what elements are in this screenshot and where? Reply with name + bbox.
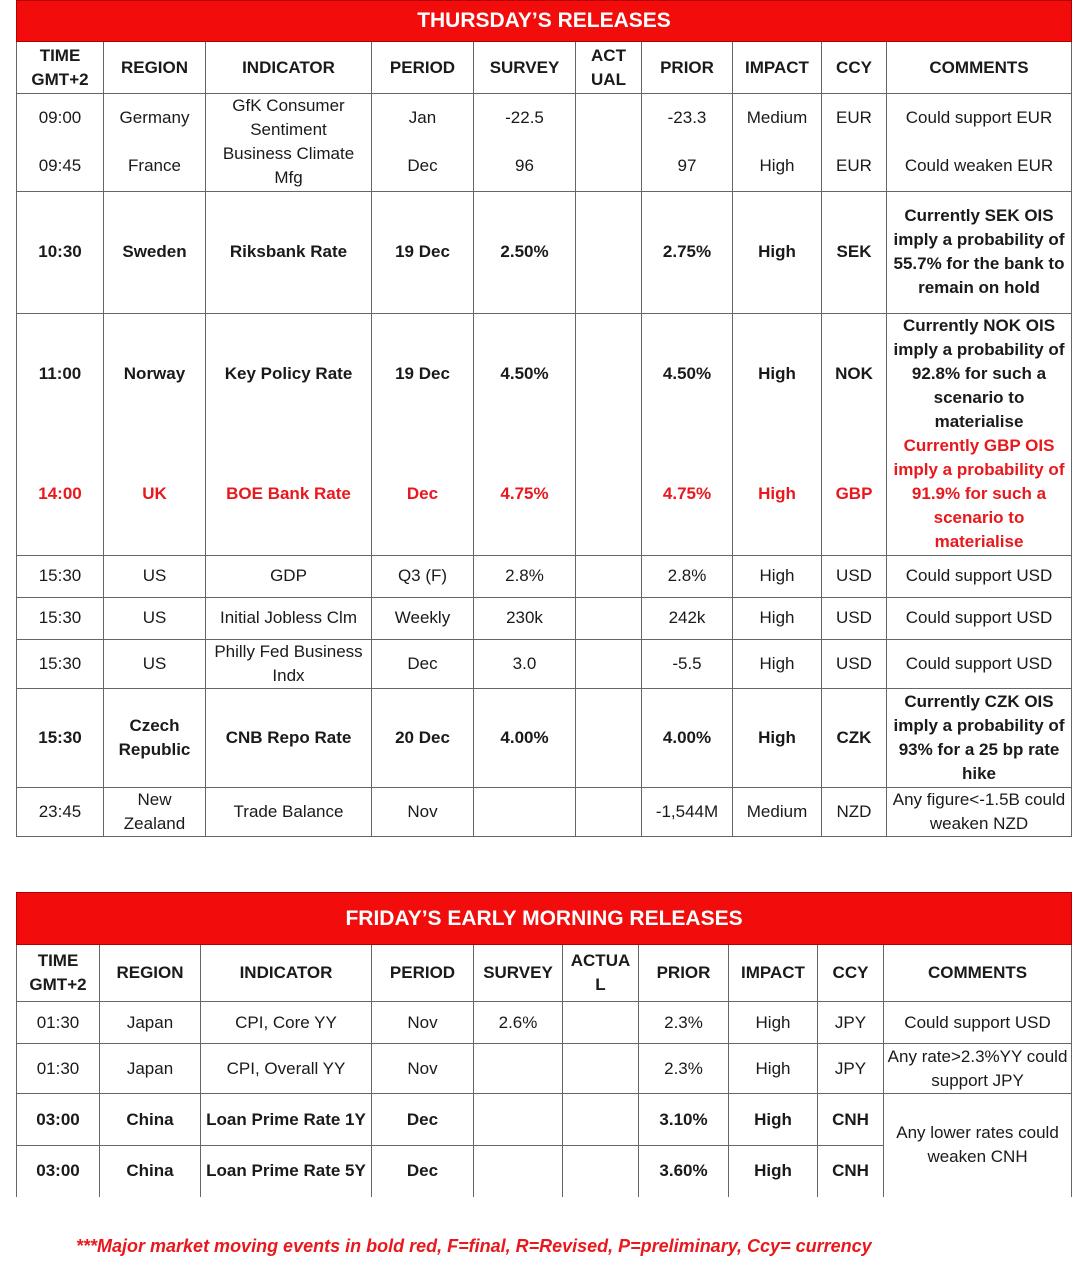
header-prior: PRIOR (639, 945, 729, 1002)
cell-region: US (104, 555, 206, 597)
cell-indicator: Initial Jobless Clm (206, 597, 372, 639)
cell-prior: -5.5 (642, 639, 733, 688)
cell-prior: 4.50% (642, 313, 733, 434)
cell-impact: High (729, 1044, 818, 1094)
cell-time: 15:30 (17, 555, 104, 597)
cell-indicator: Business Climate Mfg (206, 142, 372, 191)
cell-indicator: Philly Fed Business Indx (206, 639, 372, 688)
cell-period: Dec (372, 142, 474, 191)
cell-period: Dec (372, 434, 474, 555)
cell-period: Q3 (F) (372, 555, 474, 597)
cell-actual (576, 787, 642, 836)
cell-survey (474, 1044, 563, 1094)
cell-ccy: GBP (822, 434, 887, 555)
cell-impact: High (733, 597, 822, 639)
cell-actual (576, 639, 642, 688)
cell-time: 09:00 (17, 94, 104, 143)
cell-period: Weekly (372, 597, 474, 639)
cell-ccy: JPY (818, 1002, 884, 1044)
cell-period: Dec (372, 1094, 474, 1146)
table-row (17, 94, 1072, 143)
cell-region: US (104, 597, 206, 639)
header-actual: ACTUA L (563, 945, 639, 1002)
cell-prior: 2.75% (642, 191, 733, 313)
cell-impact: Medium (733, 787, 822, 836)
cell-survey (474, 1146, 563, 1197)
cell-impact: High (729, 1094, 818, 1146)
header-comments: COMMENTS (887, 42, 1072, 94)
header-comments: COMMENTS (884, 945, 1072, 1002)
cell-survey: 96 (474, 142, 576, 191)
cell-period: Nov (372, 1044, 474, 1094)
cell-indicator: CPI, Overall YY (201, 1044, 372, 1094)
table-row (17, 688, 1072, 787)
cell-survey: 4.75% (474, 434, 576, 555)
header-indicator: INDICATOR (201, 945, 372, 1002)
table-row (17, 787, 1072, 836)
header-period: PERIOD (372, 42, 474, 94)
cell-region: UK (104, 434, 206, 555)
table-row (17, 1094, 1072, 1146)
cell-comments: Currently GBP OIS imply a probability of 91.9% for such a scenario to materialise (887, 434, 1072, 555)
table-row (17, 1044, 1072, 1094)
cell-ccy: CNH (818, 1146, 884, 1197)
cell-period: 20 Dec (372, 688, 474, 787)
cell-prior: 4.75% (642, 434, 733, 555)
cell-survey: 2.8% (474, 555, 576, 597)
cell-impact: Medium (733, 94, 822, 143)
cell-comments: Could support USD (887, 555, 1072, 597)
cell-comments: Could support USD (884, 1002, 1072, 1044)
cell-impact: High (733, 191, 822, 313)
header-survey: SURVEY (474, 42, 576, 94)
cell-period: Nov (372, 1002, 474, 1044)
cell-comments: Any figure<-1.5B could weaken NZD (887, 787, 1072, 836)
cell-comments: Currently CZK OIS imply a probability of 93% for a 25 bp rate hike (887, 688, 1072, 787)
cell-region: Japan (100, 1044, 201, 1094)
cell-region: China (100, 1094, 201, 1146)
cell-impact: High (733, 142, 822, 191)
cell-time: 03:00 (17, 1094, 100, 1146)
cell-actual (576, 434, 642, 555)
cell-time: 01:30 (17, 1002, 100, 1044)
friday-header-row (17, 945, 1072, 1002)
cell-prior: 4.00% (642, 688, 733, 787)
cell-region: France (104, 142, 206, 191)
cell-comments: Any rate>2.3%YY could support JPY (884, 1044, 1072, 1094)
cell-survey: -22.5 (474, 94, 576, 143)
cell-time: 11:00 (17, 313, 104, 434)
cell-prior: 3.60% (639, 1146, 729, 1197)
cell-ccy: EUR (822, 94, 887, 143)
cell-period: 19 Dec (372, 191, 474, 313)
cell-ccy: USD (822, 555, 887, 597)
cell-actual (563, 1044, 639, 1094)
header-time: TIME GMT+2 (17, 945, 100, 1002)
cell-period: Nov (372, 787, 474, 836)
cell-comments: Could weaken EUR (887, 142, 1072, 191)
cell-indicator: Trade Balance (206, 787, 372, 836)
header-indicator: INDICATOR (206, 42, 372, 94)
cell-actual (576, 597, 642, 639)
cell-indicator: BOE Bank Rate (206, 434, 372, 555)
cell-region: Japan (100, 1002, 201, 1044)
cell-time: 03:00 (17, 1146, 100, 1197)
cell-survey: 4.50% (474, 313, 576, 434)
thursday-title: THURSDAY’S RELEASES (17, 1, 1072, 42)
header-region: REGION (104, 42, 206, 94)
cell-comments: Currently SEK OIS imply a probability of 55.7% for the bank to remain on hold (887, 191, 1072, 313)
cell-ccy: USD (822, 639, 887, 688)
header-survey: SURVEY (474, 945, 563, 1002)
table-row (17, 639, 1072, 688)
cell-impact: High (733, 688, 822, 787)
cell-actual (563, 1094, 639, 1146)
header-region: REGION (100, 945, 201, 1002)
cell-actual (576, 191, 642, 313)
header-ccy: CCY (822, 42, 887, 94)
cell-indicator: Riksbank Rate (206, 191, 372, 313)
cell-comments: Could support EUR (887, 94, 1072, 143)
cell-actual (576, 94, 642, 143)
cell-region: China (100, 1146, 201, 1197)
cell-region: Germany (104, 94, 206, 143)
header-impact: IMPACT (733, 42, 822, 94)
cell-period: Dec (372, 1146, 474, 1197)
cell-comments: Could support USD (887, 597, 1072, 639)
cell-survey: 2.50% (474, 191, 576, 313)
cell-impact: High (733, 434, 822, 555)
cell-impact: High (729, 1002, 818, 1044)
cell-survey: 4.00% (474, 688, 576, 787)
cell-impact: High (733, 639, 822, 688)
cell-actual (563, 1002, 639, 1044)
cell-ccy: USD (822, 597, 887, 639)
cell-impact: High (729, 1146, 818, 1197)
cell-survey: 230k (474, 597, 576, 639)
cell-prior: 2.8% (642, 555, 733, 597)
cell-time: 15:30 (17, 597, 104, 639)
cell-time: 14:00 (17, 434, 104, 555)
cell-prior: 97 (642, 142, 733, 191)
cell-prior: -23.3 (642, 94, 733, 143)
cell-actual (576, 313, 642, 434)
table-row-highlight (17, 434, 1072, 555)
cell-comments: Could support USD (887, 639, 1072, 688)
cell-ccy: JPY (818, 1044, 884, 1094)
table-row (17, 1002, 1072, 1044)
cell-indicator: Loan Prime Rate 1Y (201, 1094, 372, 1146)
friday-releases-table (16, 892, 1072, 1197)
cell-ccy: NZD (822, 787, 887, 836)
cell-region: Sweden (104, 191, 206, 313)
friday-title: FRIDAY’S EARLY MORNING RELEASES (17, 893, 1072, 945)
cell-impact: High (733, 555, 822, 597)
table-row (17, 142, 1072, 191)
cell-indicator: Loan Prime Rate 5Y (201, 1146, 372, 1197)
header-prior: PRIOR (642, 42, 733, 94)
cell-region: Norway (104, 313, 206, 434)
cell-period: Dec (372, 639, 474, 688)
cell-time: 23:45 (17, 787, 104, 836)
cell-actual (576, 142, 642, 191)
cell-ccy: EUR (822, 142, 887, 191)
cell-period: 19 Dec (372, 313, 474, 434)
cell-comments: Currently NOK OIS imply a probability of 92.8% for such a scenario to materialise (887, 313, 1072, 434)
cell-time: 15:30 (17, 639, 104, 688)
cell-survey (474, 1094, 563, 1146)
header-impact: IMPACT (729, 945, 818, 1002)
thursday-header-row (17, 42, 1072, 94)
cell-prior: 2.3% (639, 1044, 729, 1094)
cell-survey: 3.0 (474, 639, 576, 688)
cell-prior: -1,544M (642, 787, 733, 836)
table-row (17, 313, 1072, 434)
thursday-releases-table (16, 0, 1072, 837)
cell-indicator: CNB Repo Rate (206, 688, 372, 787)
cell-actual (563, 1146, 639, 1197)
table-row (17, 555, 1072, 597)
cell-actual (576, 688, 642, 787)
cell-region: US (104, 639, 206, 688)
cell-region: New Zealand (104, 787, 206, 836)
header-time: TIME GMT+2 (17, 42, 104, 94)
table-row (17, 597, 1072, 639)
cell-time: 09:45 (17, 142, 104, 191)
cell-indicator: GDP (206, 555, 372, 597)
cell-prior: 2.3% (639, 1002, 729, 1044)
header-actual: ACT UAL (576, 42, 642, 94)
cell-region: Czech Republic (104, 688, 206, 787)
cell-indicator: CPI, Core YY (201, 1002, 372, 1044)
cell-survey (474, 787, 576, 836)
cell-ccy: CNH (818, 1094, 884, 1146)
cell-ccy: SEK (822, 191, 887, 313)
cell-time: 01:30 (17, 1044, 100, 1094)
cell-impact: High (733, 313, 822, 434)
cell-prior: 3.10% (639, 1094, 729, 1146)
cell-indicator: GfK Consumer Sentiment (206, 94, 372, 143)
header-period: PERIOD (372, 945, 474, 1002)
cell-time: 15:30 (17, 688, 104, 787)
footnote: ***Major market moving events in bold red, F=final, R=Revised, P=preliminary, Ccy= currency (76, 1236, 872, 1256)
cell-period: Jan (372, 94, 474, 143)
cell-ccy: CZK (822, 688, 887, 787)
table-row (17, 191, 1072, 313)
cell-comments: Any lower rates could weaken CNH (884, 1094, 1072, 1197)
cell-indicator: Key Policy Rate (206, 313, 372, 434)
cell-time: 10:30 (17, 191, 104, 313)
cell-survey: 2.6% (474, 1002, 563, 1044)
cell-prior: 242k (642, 597, 733, 639)
cell-actual (576, 555, 642, 597)
header-ccy: CCY (818, 945, 884, 1002)
cell-ccy: NOK (822, 313, 887, 434)
